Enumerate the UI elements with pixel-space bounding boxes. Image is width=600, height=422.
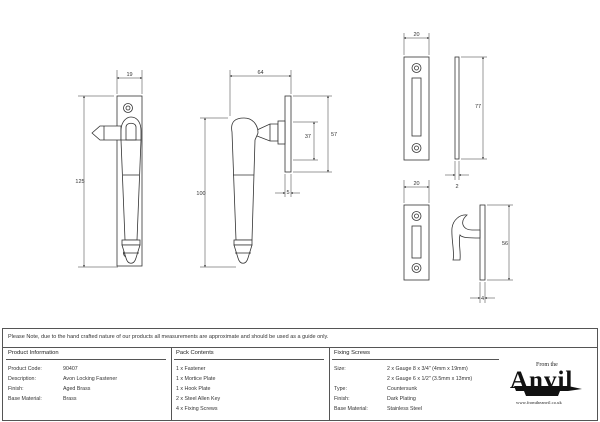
product-info-table (2, 328, 598, 421)
screw-finish-value: Dark Plating (387, 396, 416, 402)
mortice-plate-front (404, 57, 429, 160)
front-width-label: 19 (126, 72, 133, 78)
side-depth-label: 64 (257, 70, 264, 76)
size-label: Size: (334, 366, 346, 372)
fastener-front-view (92, 96, 142, 266)
screw-finish-label: Finish: (334, 396, 350, 402)
side-plate-inner-label: 37 (304, 134, 311, 140)
pack-contents-heading: Pack Contents (176, 350, 214, 356)
disclaimer-note: Please Note, due to the hand crafted nature of our products all measurements are approximate and should be used as a guide only. (8, 334, 329, 340)
type-label: Type: (334, 386, 347, 392)
product-information-heading: Product Information (8, 350, 59, 356)
side-plate-outer-label: 57 (331, 132, 338, 138)
mortice-thickness-label: 2 (455, 184, 459, 190)
side-plate-thickness-label: 5 (286, 190, 290, 196)
mortice-plate-side (455, 57, 459, 159)
pack-item: 1 x Fastener (176, 366, 206, 372)
logo-from-text: From the (536, 362, 558, 368)
side-dimensions (200, 70, 332, 267)
fixing-screws-heading: Fixing Screws (334, 350, 371, 356)
description-value: Avon Locking Fastener (63, 376, 118, 382)
table-divider (3, 347, 597, 348)
pack-item: 1 x Mortice Plate (176, 376, 216, 382)
finish-value: Aged Brass (63, 386, 91, 392)
hook-plate-side (452, 205, 485, 280)
column-divider (171, 348, 172, 420)
fastener-side-view (232, 96, 291, 263)
mortice-width-label: 20 (413, 32, 420, 38)
product-code-label: Product Code: (8, 366, 42, 372)
base-material-value: Brass (63, 396, 77, 402)
size-value: 2 x Gauge 8 x 3/4" (4mm x 19mm) (387, 366, 468, 372)
front-height-label: 125 (75, 179, 85, 185)
mortice-height-label: 77 (474, 104, 482, 110)
logo-url-text: www.fromtheanvil.co.uk (516, 400, 562, 405)
hook-plate-front (404, 205, 429, 280)
size-value: 2 x Gauge 6 x 1/2" (3.5mm x 13mm) (387, 376, 473, 382)
hook-thickness-label: 4 (480, 296, 485, 302)
type-value: Countersunk (387, 386, 418, 392)
pack-item: 4 x Fixing Screws (176, 406, 218, 412)
screw-base-material-label: Base Material: (334, 406, 368, 412)
heading-underline (332, 359, 499, 360)
side-height-label: 100 (196, 191, 206, 197)
from-the-anvil-logo (508, 362, 594, 418)
hook-width-label: 20 (413, 181, 420, 187)
screw-base-material-value: Stainless Steel (387, 406, 423, 412)
description-label: Description: (8, 376, 36, 382)
product-code-value: 90407 (63, 366, 78, 372)
column-divider (329, 348, 330, 420)
logo-name-text: Anvil (510, 367, 574, 394)
hook-height-label: 56 (501, 241, 509, 247)
pack-item: 2 x Steel Allen Key (176, 396, 221, 402)
pack-item: 1 x Hook Plate (176, 386, 211, 392)
base-material-label: Base Material: (8, 396, 42, 402)
finish-label: Finish: (8, 386, 24, 392)
heading-underline (174, 359, 324, 360)
heading-underline (6, 359, 166, 360)
